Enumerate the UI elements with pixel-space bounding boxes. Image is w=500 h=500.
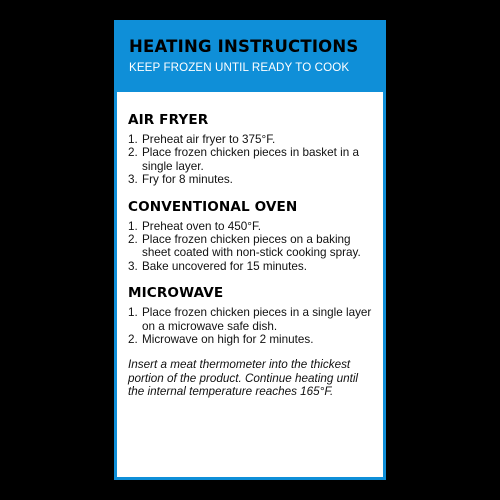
step-item <box>128 173 373 186</box>
step-text: Microwave on high for 2 minutes. <box>142 333 314 347</box>
step-number: 3. <box>128 173 138 187</box>
steps-air-fryer <box>128 133 373 187</box>
step-text: Bake uncovered for 15 minutes. <box>142 259 308 273</box>
step-text: Place frozen chicken pieces on a baking sheet coated with non-stick cooking spray. <box>142 233 361 260</box>
section-conventional-oven <box>128 199 373 274</box>
step-number: 2. <box>128 146 138 160</box>
step-item <box>128 133 373 146</box>
step-item <box>128 306 373 333</box>
step-number: 1. <box>128 133 138 146</box>
step-number: 2. <box>128 333 138 347</box>
card-subtitle: KEEP FROZEN UNTIL READY TO COOK <box>129 61 350 74</box>
step-number: 1. <box>128 306 138 320</box>
step-item <box>128 146 373 173</box>
step-item <box>128 333 373 346</box>
step-item <box>128 233 373 260</box>
card-body <box>117 92 383 399</box>
section-title-microwave: MICROWAVE <box>128 285 224 302</box>
section-title-conventional-oven: CONVENTIONAL OVEN <box>128 198 298 215</box>
steps-microwave <box>128 306 373 346</box>
step-text: Preheat oven to 450°F. <box>142 219 262 233</box>
step-number: 3. <box>128 259 138 273</box>
step-number: 2. <box>128 233 138 247</box>
step-text: Place frozen chicken pieces in basket in a single layer. <box>142 146 359 173</box>
section-air-fryer <box>128 112 373 187</box>
step-text: Place frozen chicken pieces in a single layer on a microwave safe dish. <box>142 306 372 333</box>
section-microwave <box>128 285 373 346</box>
card-header <box>117 23 383 92</box>
step-item <box>128 260 373 273</box>
card-title: HEATING INSTRUCTIONS <box>129 37 359 56</box>
thermometer-note: Insert a meat thermometer into the thickest portion of the product. Continue heating until the internal temperature reaches 165°F. <box>128 358 359 399</box>
step-text: Preheat air fryer to 375°F. <box>142 133 276 146</box>
step-item <box>128 220 373 233</box>
section-title-air-fryer: AIR FRYER <box>128 112 209 128</box>
steps-conventional-oven <box>128 220 373 274</box>
step-text: Fry for 8 minutes. <box>142 173 233 187</box>
instructions-card <box>114 20 386 480</box>
step-number: 1. <box>128 219 138 233</box>
